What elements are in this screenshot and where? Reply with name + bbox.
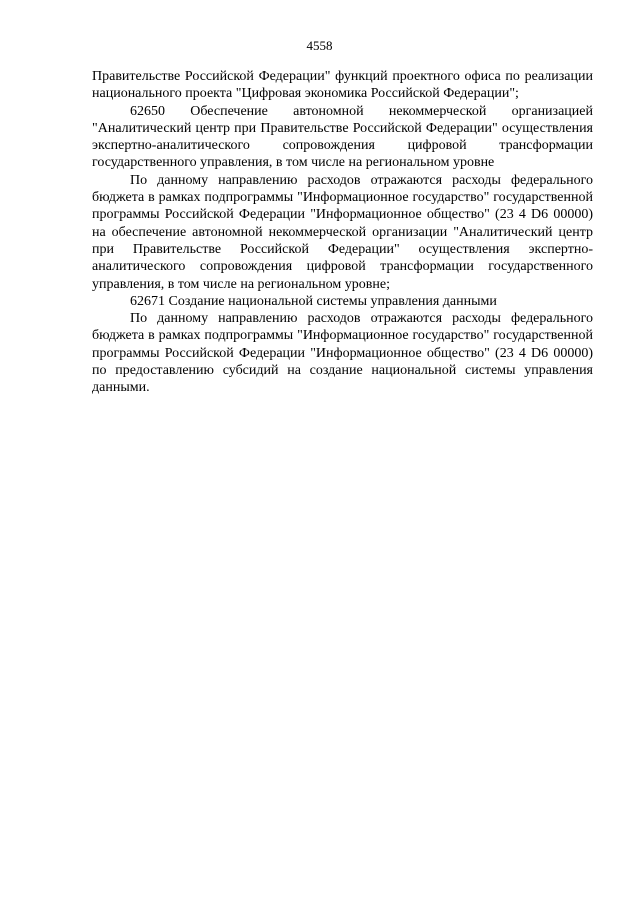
paragraph-continuation: Правительстве Российской Федерации" функций проектного офиса по реализации национального проекта "Цифровая экономика Российской Федерации"; (92, 69, 593, 102)
document-body (92, 68, 593, 397)
paragraph-code-62650: 62650 Обеспечение автономной некоммерческой организацией "Аналитический центр при Правительстве Российской Федерации" осуществления экспертно-аналитического сопровождения цифровой трансформации государственного управления, в том числе на региональном уровне (92, 103, 593, 171)
page-number: 4558 (306, 38, 333, 53)
paragraph-description-62671: По данному направлению расходов отражаются расходы федерального бюджета в рамках подпрограммы "Информационное государство" государственной программы Российской Федерации "Информационное общество" (23 4 D6 00000) по предоставлению субсидий на создание национальной системы управления данными. (92, 311, 593, 396)
paragraph-code-62671: 62671 Создание национальной системы управления данными (130, 293, 497, 309)
paragraph-description-62650: По данному направлению расходов отражаются расходы федерального бюджета в рамках подпрограммы "Информационное государство" государственной программы Российской Федерации "Информационное общество" (23 4 D6 00000) на обеспечение автономной некоммерческой организации "Аналитический центр при Правительстве Российской Федерации" осуществления экспертно-аналитического сопровождения цифровой трансформации государственного управления, в том числе на региональном уровне; (92, 172, 593, 292)
